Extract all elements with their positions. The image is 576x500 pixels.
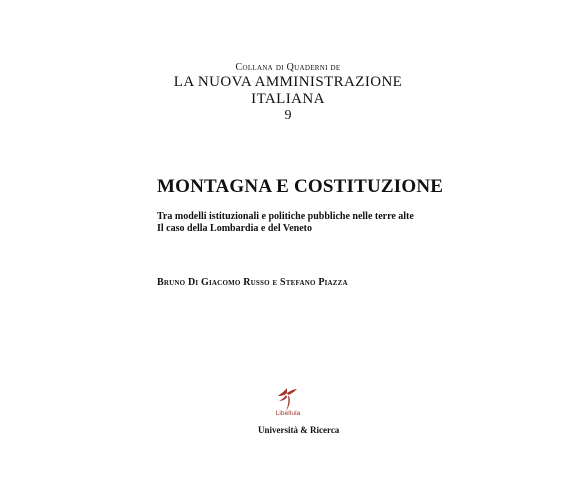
subtitle-line1: Tra modelli istituzionali e politiche pubbliche nelle terre alte	[157, 211, 414, 222]
publisher-name: Libellula	[275, 410, 301, 417]
subtitle-line2: Il caso della Lombardia e del Veneto	[157, 223, 313, 234]
dragonfly-icon	[276, 386, 298, 412]
series-number: 9	[284, 108, 292, 123]
series-name-line2: ITALIANA	[251, 91, 325, 107]
book-title: MONTAGNA E COSTITUZIONE	[157, 176, 444, 197]
series-label: Collana di Quaderni de	[235, 62, 341, 73]
authors: Bruno Di Giacomo Russo e Stefano Piazza	[157, 277, 348, 288]
publisher-collection: Università & Ricerca	[258, 425, 340, 435]
series-name	[0, 74, 576, 108]
series-name-line1: LA NUOVA AMMINISTRAZIONE	[173, 74, 403, 90]
